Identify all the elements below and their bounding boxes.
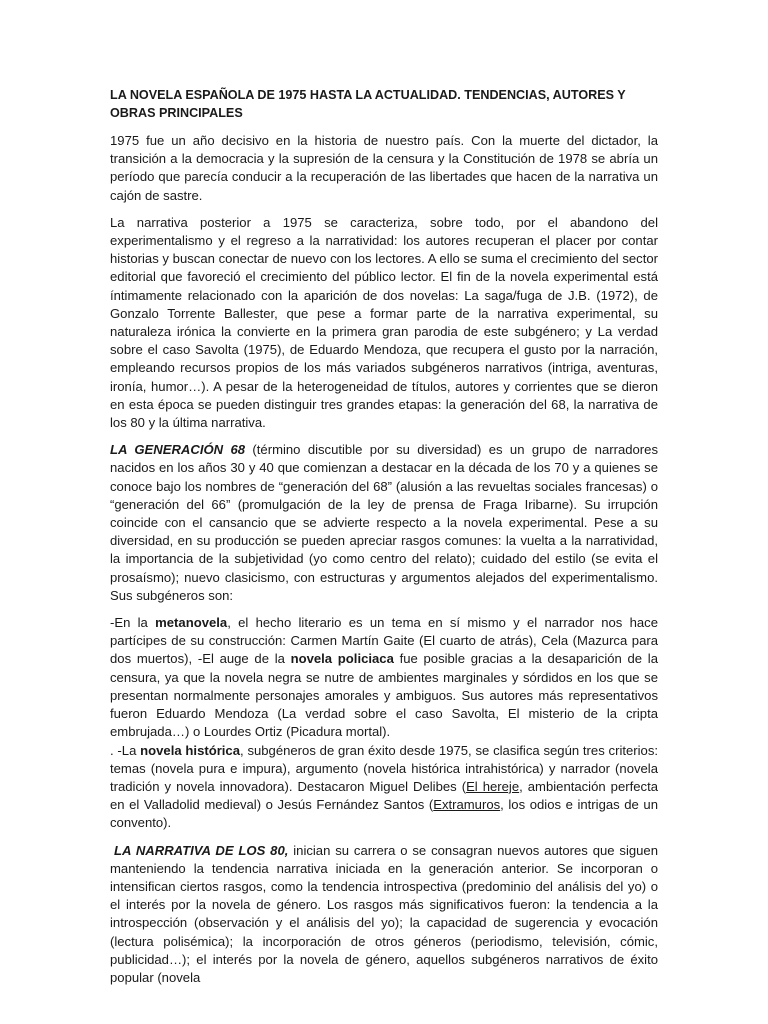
paragraph-generacion-68-text: (término discutible por su diversidad) es un grupo de narradores nacidos en los años 30 y 40 que comienzan a destacar en la década de los 70 y a quienes se conoce bajo los nombres de “generación del 68” (alusión a las revueltas sociales francesas) o “generación del 66” (promulgación de la ley de prensa de Fraga Iribarne). Su irrupción coincide con el cansancio que se advierte respecto a la novela experimental. Pese a su diversidad, en su producción se pueden apreciar rasgos comunes: la vuelta a la narratividad, la importancia de la subjetividad (yo como centro del relato); cuidado del estilo (se evita el prosaísmo); nuevo clasicismo, con estructuras y argumentos alejados del experimentalismo. Sus subgéneros son: — [110, 442, 658, 603]
paragraph-subgeneros-metanovela — [110, 614, 658, 741]
text-segment: , los odios e intrigas de un convento). — [110, 797, 658, 831]
paragraph-characteristics: La narrativa posterior a 1975 se caracteriza, sobre todo, por el abandono del experimentalismo y el regreso a la narratividad: los autores recuperan el placer por contar historias y buscan conectar de nuevo con los lectores. A ello se suma el crecimiento del sector editorial que favoreció el crecimiento del público lector. El fin de la novela experimental está íntimamente relacionado con la aparición de dos novelas: La saga/fuga de J.B. (1972), de Gonzalo Torrente Ballester, que pese a formar parte de la narrativa experimental, su naturaleza irónica la convierte en la primera gran parodia de este subgénero; y La verdad sobre el caso Savolta (1975), de Eduardo Mendoza, que recupera el gusto por la narración, empleando recursos propios de los más variados subgéneros narrativos (intriga, aventuras, ironía, humor…). A pesar de la heterogeneidad de títulos, autores y corrientes que se dieron en esta época se pueden distinguir tres grandes etapas: la generación del 68, la narrativa de los 80 y la última narrativa. — [110, 214, 658, 431]
paragraph-intro: 1975 fue un año decisivo en la historia de nuestro país. Con la muerte del dictador, la transición a la democracia y la supresión de la censura y la Constitución de 1978 se abría un período que parecía conducir a la recuperación de las libertades que hacen de la narrativa un cajón de sastre. — [110, 133, 658, 203]
text-segment: , el hecho literario es un tema en sí mismo y el narrador nos hace partícipes de su construcción: Carmen Martín Gaite (El cuarto de atrás), Cela (Mazurca para dos muertos), -El auge de la — [110, 615, 659, 667]
paragraph-narrativa-80-text: inician su carrera o se consagran nuevos autores que siguen manteniendo la tendencia narrativa iniciada en la generación anterior. Se incorporan o intensifican ciertos rasgos, como la tendencia introspectiva (predominio del análisis del yo) o el interés por la novela de género. Los rasgos más significativos fueron: la tendencia a la introspección (observación y el análisis del yo); la capacidad de sugerencia y evocación (lectura polisémica); la incorporación de otros géneros (periodismo, televisión, cómic, publicidad…); el interés por la novela de género, aquellos subgéneros narrativos de éxito popular (novela — [110, 842, 658, 985]
term-novela-policiaca: novela policiaca — [290, 651, 394, 667]
work-title-extramuros: Extramuros — [433, 797, 501, 813]
text-segment: , subgéneros de gran éxito desde 1975, se clasifica según tres criterios: temas (novela pura e impura), argumento (novela histórica intrahistórica) y narrador (novela tradición y novela innovadora). Destacaron Miguel Delibes ( — [110, 742, 659, 794]
paragraph-novela-historica — [110, 742, 658, 833]
term-metanovela: metanovela — [155, 615, 228, 631]
paragraph-narrativa-80 — [110, 842, 658, 988]
text-segment: fue posible gracias a la desaparición de la censura, ya que la novela negra se nutre de ambientes marginales y sórdidos en los que se presentan normalmente personajes amorales y ambiguos. Sus autores más representativos fueron Eduardo Mendoza (La verdad sobre el caso Savolta, El misterio de la cripta embrujada…) o Lourdes Ortiz (Picadura mortal). — [110, 651, 658, 740]
text-segment: . -La — [110, 742, 141, 758]
term-novela-historica: novela histórica — [140, 742, 241, 758]
section-heading-narrativa-80: LA NARRATIVA DE LOS 80, — [114, 842, 289, 858]
text-segment: , ambientación perfecta en el Valladolid medieval) o Jesús Fernández Santos ( — [110, 778, 658, 813]
section-heading-generacion-68: LA GENERACIÓN 68 — [110, 442, 246, 458]
document-title: LA NOVELA ESPAÑOLA DE 1975 HASTA LA ACTUALIDAD. TENDENCIAS, AUTORES Y OBRAS PRINCIPALES — [110, 88, 626, 120]
work-title-el-hereje: El hereje — [466, 778, 520, 794]
paragraph-generacion-68 — [110, 441, 658, 605]
document-page — [110, 86, 658, 996]
text-segment: -En la — [110, 615, 156, 631]
